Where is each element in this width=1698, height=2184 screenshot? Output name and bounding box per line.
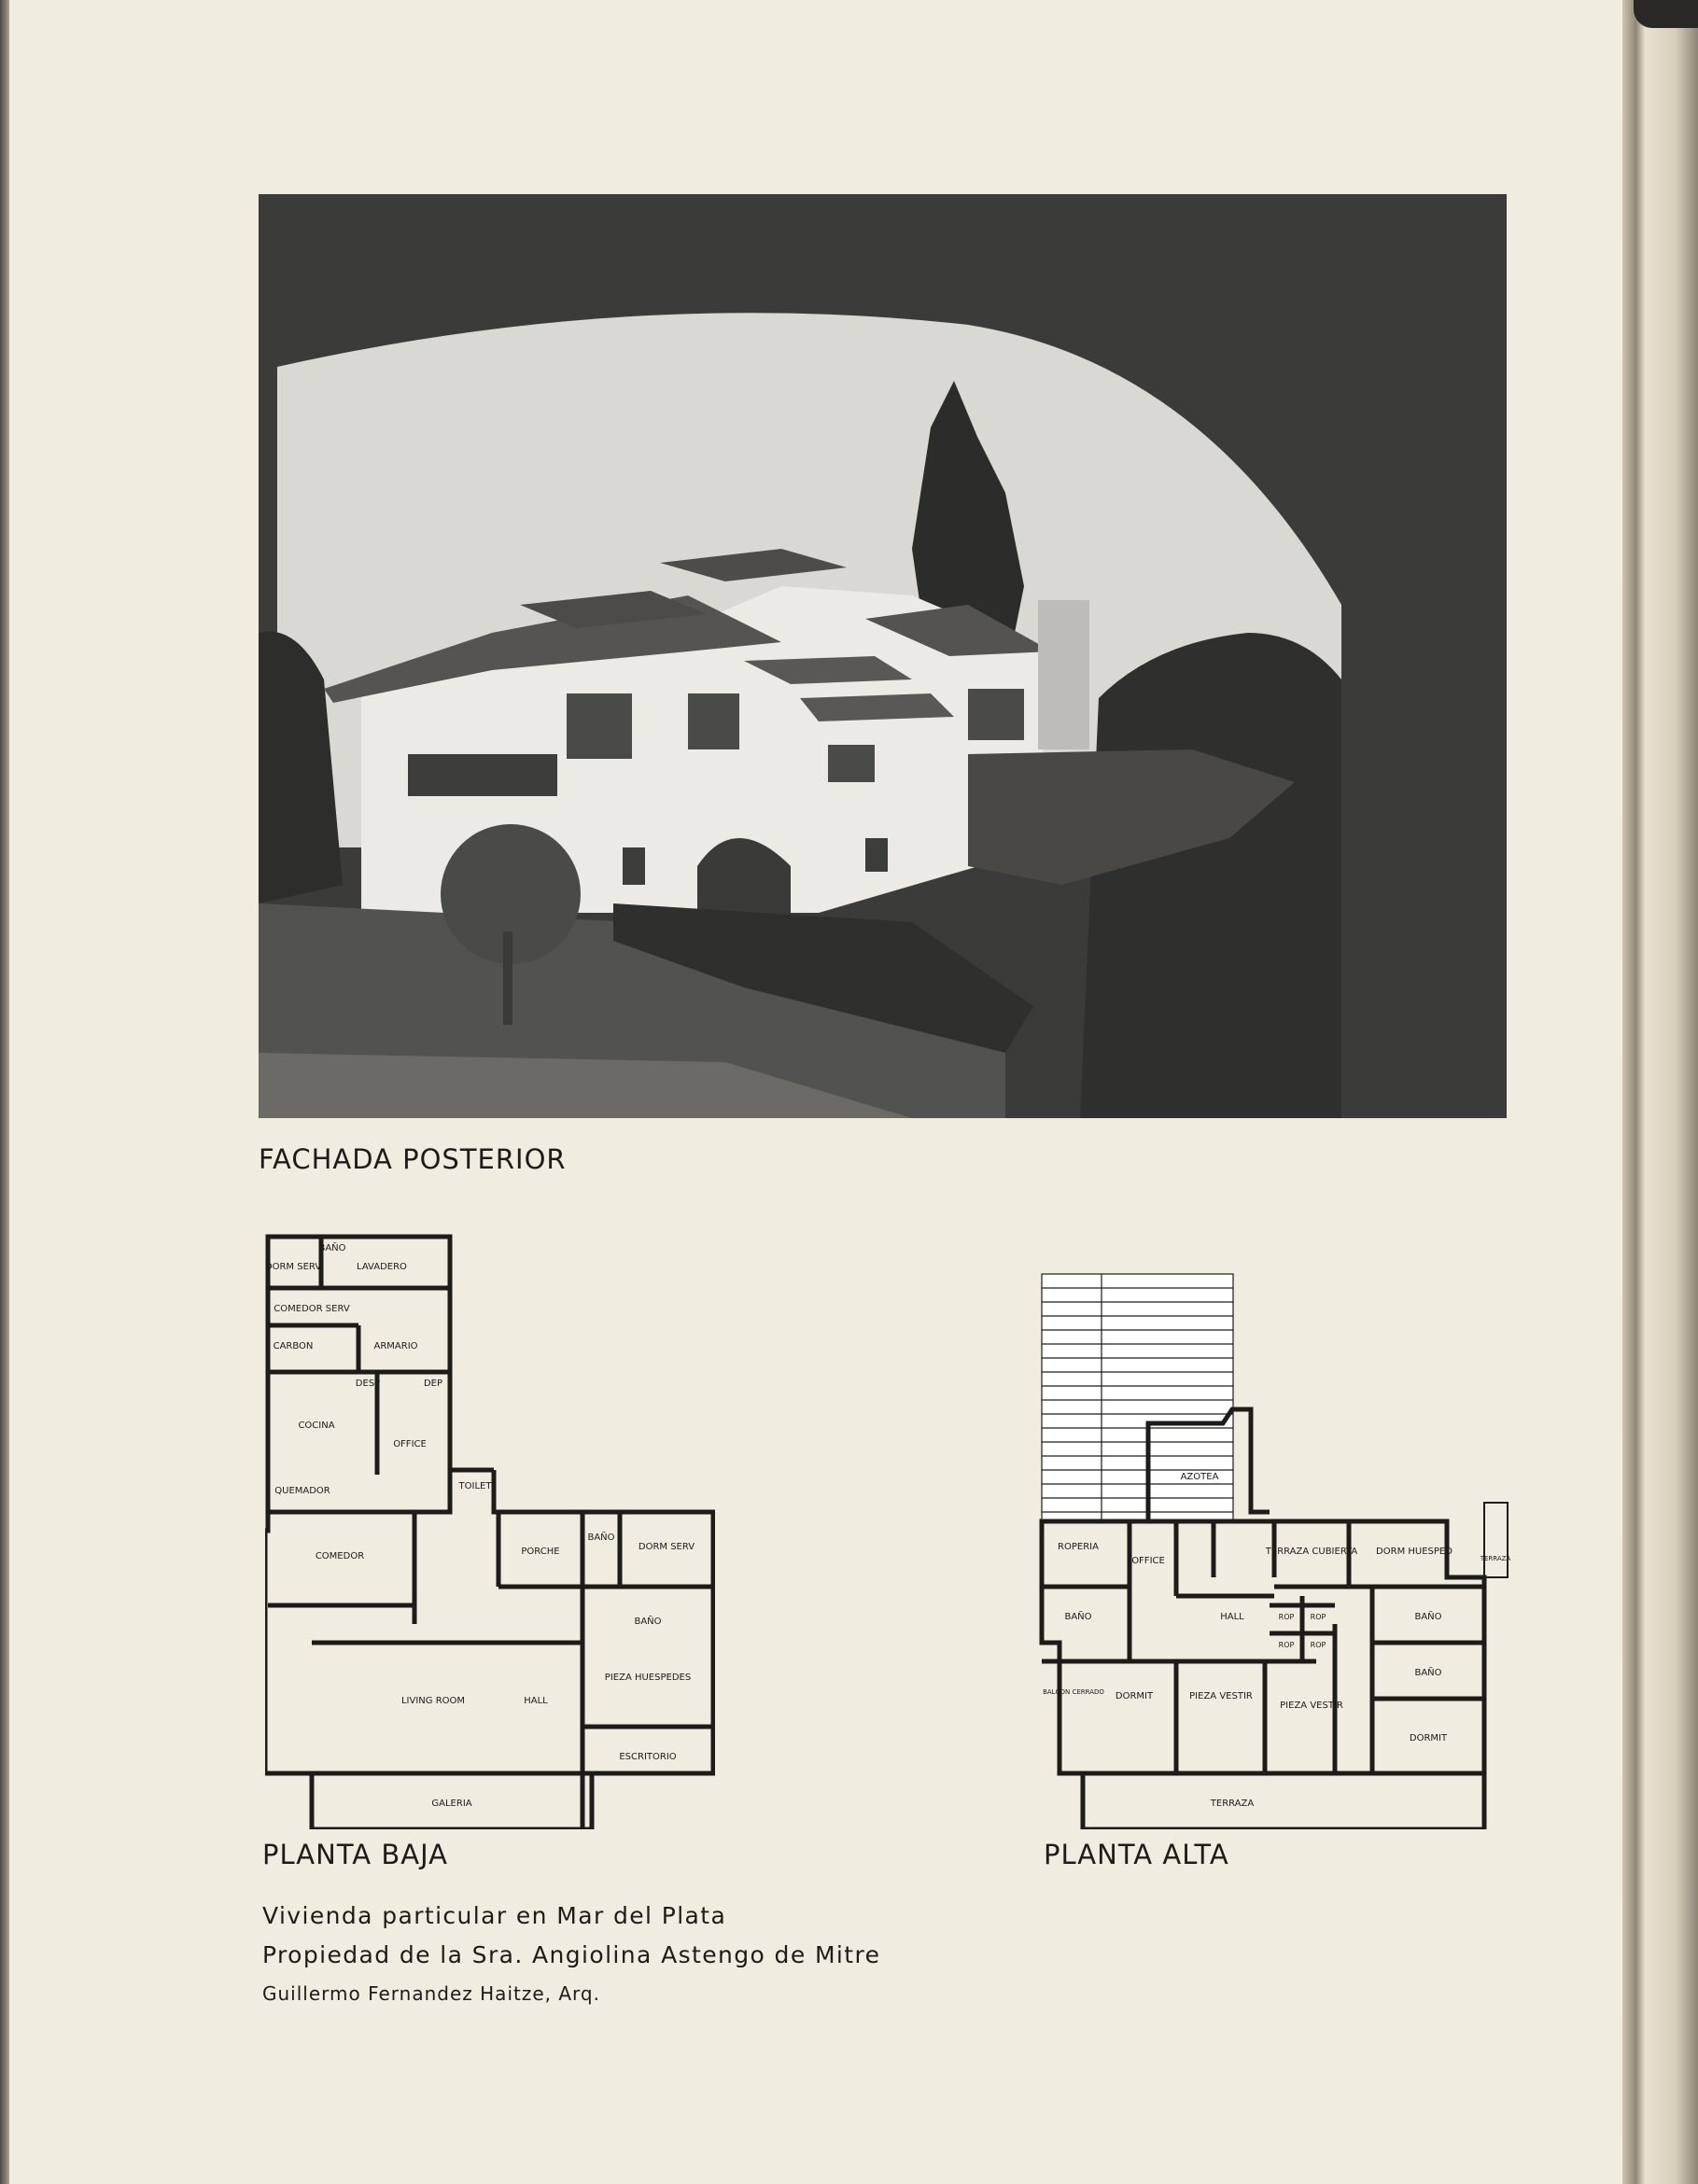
plan-room-label: BAÑO xyxy=(1064,1612,1092,1622)
plan-room-label: PIEZA HUESPEDES xyxy=(604,1673,692,1683)
plan-room-label: BAÑO xyxy=(1414,1668,1442,1678)
plan-room-label: LIVING ROOM xyxy=(400,1696,466,1706)
plan-room-label: ROP xyxy=(1310,1613,1326,1621)
plan-room-label: BALCON CERRADO xyxy=(1043,1688,1104,1696)
plan-room-label: PIEZA VESTIR xyxy=(1189,1691,1253,1701)
photo-caption: FACHADA POSTERIOR xyxy=(259,1143,567,1175)
plan-room-label: ROPERIA xyxy=(1058,1542,1099,1552)
plan-room-label: TERRAZA xyxy=(1210,1799,1255,1809)
plan-room-label: BAÑO xyxy=(318,1243,346,1253)
plan-room-label: PIEZA VESTIR xyxy=(1280,1701,1343,1711)
plan-room-label: DORMIT xyxy=(1115,1691,1154,1701)
plan-room-label: PORCHE xyxy=(521,1547,560,1557)
plan-room-label: HALL xyxy=(1220,1612,1244,1622)
upper-floor-title: PLANTA ALTA xyxy=(1044,1839,1229,1870)
ground-floor-plan xyxy=(265,1232,715,1829)
credit-line-architect: Guillermo Fernandez Haitze, Arq. xyxy=(262,1982,600,2005)
plan-room-label: TERRAZA CUBIERTA xyxy=(1265,1547,1358,1557)
plan-room-label: COMEDOR SERV xyxy=(274,1304,350,1314)
book-cover-corner xyxy=(1634,0,1698,28)
plan-room-label: DORM SERV xyxy=(638,1542,695,1552)
house-rear-facade-photo xyxy=(259,194,1507,1118)
plan-room-label: BAÑO xyxy=(1414,1612,1442,1622)
plan-room-label: TOILET xyxy=(458,1481,492,1491)
plan-room-label: ROP xyxy=(1278,1613,1295,1621)
plan-room-label: ESCRITORIO xyxy=(619,1752,677,1762)
plan-room-label: AZOTEA xyxy=(1180,1472,1219,1482)
book-page-edge-right xyxy=(1622,0,1698,2184)
plan-room-label: HALL xyxy=(524,1696,548,1706)
credit-line-owner: Propiedad de la Sra. Angiolina Astengo de Mitre xyxy=(262,1941,881,1968)
plan-room-label: DESP xyxy=(355,1379,381,1389)
plan-room-label: OFFICE xyxy=(393,1439,427,1449)
plan-room-label: TERRAZA xyxy=(1480,1555,1511,1562)
plan-room-label: COCINA xyxy=(298,1421,335,1431)
plan-room-label: LAVADERO xyxy=(357,1262,407,1272)
plan-room-label: BAÑO xyxy=(634,1617,662,1627)
plan-room-label: COMEDOR xyxy=(315,1551,365,1561)
plan-room-label: OFFICE xyxy=(1131,1556,1165,1566)
plan-room-label: DORM HUESPED xyxy=(1376,1547,1452,1557)
plan-room-label: CARBON xyxy=(273,1341,314,1351)
plan-room-label: BAÑO xyxy=(587,1533,615,1543)
plan-room-label: ARMARIO xyxy=(373,1341,418,1351)
plan-room-label: ROP xyxy=(1278,1641,1295,1649)
plan-room-label: ROP xyxy=(1310,1641,1326,1649)
upper-floor-plan xyxy=(1036,1269,1512,1829)
ground-floor-title: PLANTA BAJA xyxy=(262,1839,448,1870)
plan-room-label: DORMIT xyxy=(1409,1733,1448,1743)
plan-room-label: DEP xyxy=(423,1379,443,1389)
credit-line-description: Vivienda particular en Mar del Plata xyxy=(262,1902,727,1929)
plan-room-label: GALERIA xyxy=(431,1799,472,1809)
plan-room-label: QUEMADOR xyxy=(274,1486,330,1496)
plan-room-label: DORM SERV xyxy=(265,1262,322,1272)
